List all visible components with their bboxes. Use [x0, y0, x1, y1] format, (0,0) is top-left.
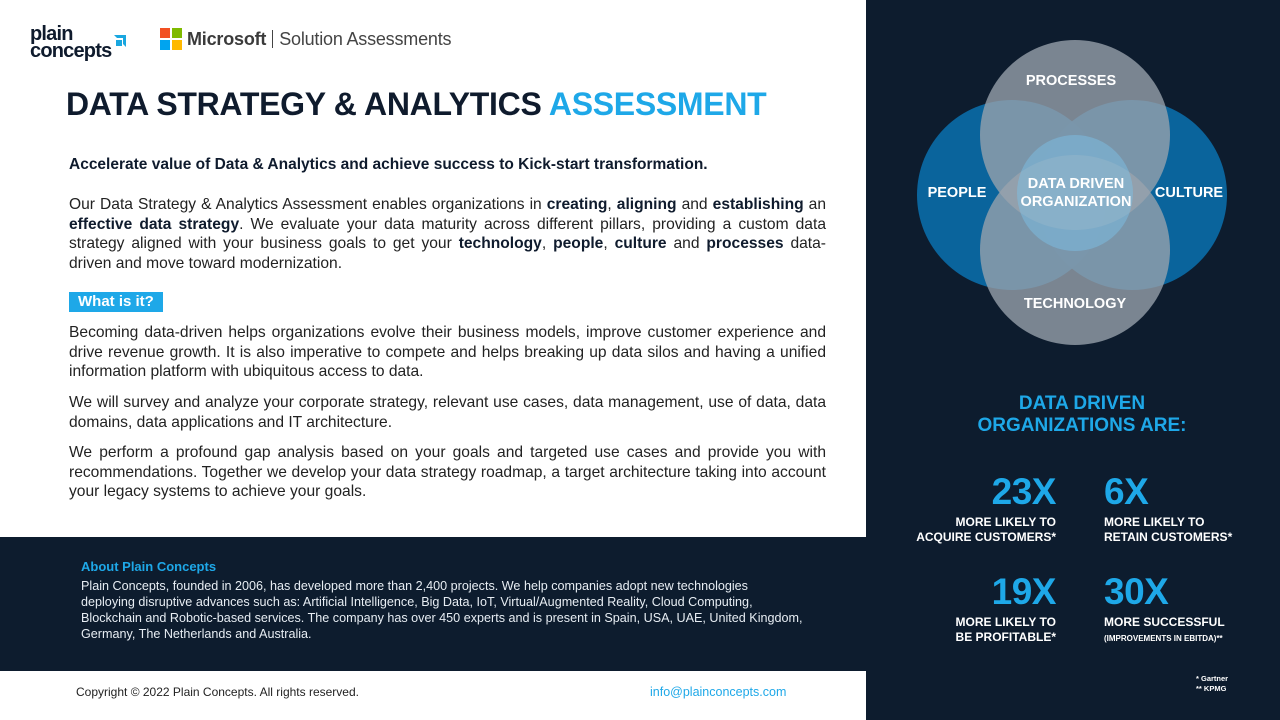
footer: [0, 671, 866, 720]
lead-text: Accelerate value of Data & Analytics and achieve success to Kick-start transformation.: [69, 156, 708, 173]
microsoft-name: Microsoft: [187, 28, 267, 49]
center-overlap: [1017, 135, 1133, 251]
intro-paragraph: Our Data Strategy & Analytics Assessment enables organizations in creating, aligning and establishing an effective data strategy. We evaluate your data maturity across different pillars, providing a custom data strategy aligned with your business goals to get your technology, people, culture and processes data-driven and move toward modernization.: [69, 196, 826, 272]
what-is-it-badge: What is it?: [69, 292, 163, 312]
microsoft-icon: [160, 28, 182, 50]
paragraph-1: Becoming data-driven helps organizations evolve their business models, improve customer experience and drive revenue growth. It is also imperative to compete and helps breaking up data silos and having a unified information platform with ubiquitous access to data.: [69, 324, 826, 381]
stats-panel: [866, 0, 1280, 720]
solution-assessments-label: Solution Assessments: [279, 28, 452, 49]
stats-heading: DATA DRIVEN ORGANIZATIONS ARE:: [977, 393, 1187, 436]
about-section: [0, 537, 866, 671]
email-link[interactable]: info@plainconcepts.com: [650, 685, 787, 699]
title-accent: ASSESSMENT: [548, 86, 767, 122]
title-main: DATA STRATEGY & ANALYTICS: [66, 86, 542, 122]
venn-label-people: PEOPLE: [927, 185, 987, 201]
logo-text-plain: plain: [30, 23, 73, 45]
page-title: [66, 86, 766, 123]
stat-6x: 6X MORE LIKELY TO RETAIN CUSTOMERS*: [1104, 471, 1233, 544]
paragraph-3: We perform a profound gap analysis based on your goals and targeted use cases and provide you with recommendations. Together we develop your data strategy roadmap, a target architecture taking into account your legacy systems to achieve your goals.: [69, 444, 826, 501]
venn-label-processes: PROCESSES: [1025, 73, 1117, 89]
venn-label-culture: CULTURE: [1154, 185, 1224, 201]
copyright: Copyright © 2022 Plain Concepts. All rights reserved.: [76, 685, 359, 699]
venn-center-line1: DATA DRIVEN: [1027, 176, 1125, 192]
divider: [272, 30, 273, 48]
plain-concepts-logo: [30, 23, 130, 66]
venn-diagram: [866, 0, 1280, 360]
stat-19x: 19X MORE LIKELY TO BE PROFITABLE*: [955, 571, 1056, 644]
microsoft-solution-assessments-logo: [160, 28, 451, 50]
footnotes: * Gartner ** KPMG: [1196, 674, 1229, 693]
venn-label-technology: TECHNOLOGY: [1023, 296, 1127, 312]
venn-center-line2: ORGANIZATION: [1020, 194, 1132, 210]
logo-dot-icon: [116, 40, 122, 46]
about-title: About Plain Concepts: [81, 559, 217, 574]
stat-23x: 23X MORE LIKELY TO ACQUIRE CUSTOMERS*: [916, 471, 1056, 544]
stat-30x: 30X MORE SUCCESSFUL (IMPROVEMENTS IN EBITDA)**: [1104, 571, 1225, 643]
paragraph-2: We will survey and analyze your corporate strategy, relevant use cases, data management, use of data, data domains, data applications and IT architecture.: [69, 394, 826, 431]
logo-text-concepts: concepts: [30, 40, 112, 62]
about-body: Plain Concepts, founded in 2006, has developed more than 2,400 projects. We help companies adopt new technologies deploying disruptive advances such as: Artificial Intelligence, Big Data, IoT, Virtual/Augmented Reality, Cloud Computing, Blockchain and Robotic-based services. The company has over 450 experts and is present in Spain, USA, UAE, United Kingdom, Germany, The Netherlands and Australia.: [81, 579, 803, 641]
